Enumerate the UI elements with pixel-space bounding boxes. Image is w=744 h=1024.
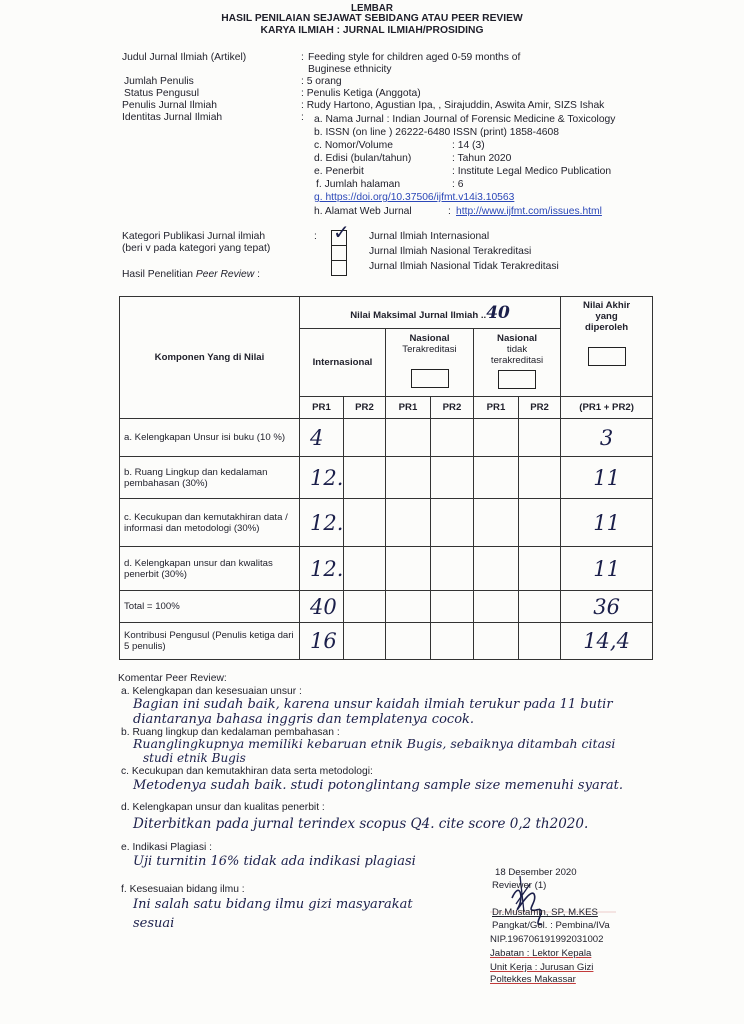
jumlah-label: Jumlah Penulis [124,76,194,87]
row-label: Kontribusi Pengusul (Penulis ketiga dari 5 penulis) [120,623,300,660]
komponen-header: Komponen Yang di Nilai [120,297,300,419]
score-pr1: 12. [310,556,344,581]
internasional-header: Internasional [300,329,386,397]
kategori-colon: : [314,231,317,242]
nilai-maks-header: Nilai Maksimal Jurnal Ilmiah ..40 [300,297,561,329]
komentar-b-text-2: studi etnik Bugis [143,751,246,765]
penulis-value: : Rudy Hartono, Agustian Ipa, , Sirajuddin, Aswita Amir, SIZS Ishak [301,100,605,111]
option-nasional-tidak-terakreditasi: Jurnal Ilmiah Nasional Tidak Terakreditasi [369,261,559,272]
table-row [120,623,653,660]
score-pr1: 12. [310,465,344,490]
sign-instansi: Poltekkes Makassar [490,974,576,985]
table-row [120,419,653,457]
doc-title-sub: KARYA ILMIAH : JURNAL ILMIAH/PROSIDING [260,25,484,36]
nilai-akhir-box[interactable] [588,347,626,366]
nasional-tidak-header: Nasional tidak terakreditasi [474,329,561,397]
journal-name: a. Nama Jurnal : Indian Journal of Forensic Medicine & Toxicology [314,114,616,125]
sign-nip: NIP.196706191992031002 [490,934,604,945]
score-final: 11 [593,510,620,535]
sign-date: 18 Desember 2020 [495,867,577,878]
komentar-b-text-1: Ruanglingkupnya memiliki kebaruan etnik Bugis, sebaiknya ditambah citasi [133,736,616,751]
pr-sum-header: (PR1 + PR2) [561,397,653,419]
komentar-title: Komentar Peer Review: [118,673,227,684]
doi-link[interactable]: g. https://doi.org/10.37506/ijfmt.v14i3.10563 [314,192,515,203]
option-internasional: Jurnal Ilmiah Internasional [369,231,490,242]
komentar-d-label: d. Kelengkapan unsur dan kualitas penerbit : [121,802,325,813]
score-pr1: 4 [310,425,324,450]
judul-colon: : [301,52,304,63]
sign-jabatan: Jabatan : Lektor Kepala [490,948,592,959]
komentar-f-text-2: sesuai [133,916,175,931]
web-label: h. Alamat Web Jurnal [314,206,412,217]
score-final: 36 [593,594,620,619]
score-final: 11 [593,465,620,490]
table-row [120,547,653,591]
pr1-header-tidak: PR1 [474,397,519,419]
komentar-a-text-2: diantaranya bahasa inggris dan templatenya cocok. [133,712,475,727]
journal-penerbit-label: e. Penerbit [314,166,364,177]
journal-halaman-label: f. Jumlah halaman [316,179,401,190]
row-label: c. Kecukupan dan kemutakhiran data / informasi dan metodologi (30%) [120,499,300,547]
pr2-header-akr: PR2 [431,397,474,419]
komentar-e-label: e. Indikasi Plagiasi : [121,842,213,853]
komentar-e-text-1: Uji turnitin 16% tidak ada indikasi plagiasi [133,854,416,869]
judul-value-2: Buginese ethnicity [308,64,392,75]
pr2-header-tidak: PR2 [519,397,561,419]
row-label: d. Kelengkapan unsur dan kwalitas penerbit (30%) [120,547,300,591]
journal-edisi-value: : Tahun 2020 [452,153,512,164]
kategori-hint: (beri v pada kategori yang tepat) [122,243,271,254]
score-final: 3 [599,425,614,450]
evaluation-table [119,296,653,660]
jumlah-value: : 5 orang [301,76,342,87]
row-label: Total = 100% [120,591,300,623]
nasional-akreditasi-box[interactable] [411,369,449,388]
journal-nomor-label: c. Nomor/Volume [314,140,393,151]
komentar-a-text-1: Bagian ini sudah baik, karena unsur kaidah ilmiah terukur pada 11 butir [133,697,613,712]
komentar-f-text-1: Ini salah satu bidang ilmu gizi masyarakat [133,897,413,912]
komentar-a-label: a. Kelengkapan dan kesesuaian unsur : [121,686,302,697]
pr1-header-akr: PR1 [386,397,431,419]
option-nasional-terakreditasi: Jurnal Ilmiah Nasional Terakreditasi [369,246,532,257]
score-pr1: 12. [310,510,344,535]
komentar-c-text-1: Metodenya sudah baik. studi potonglintang sample size memenuhi syarat. [133,778,624,793]
web-link[interactable]: http://www.ijfmt.com/issues.html [456,206,602,217]
nasional-tidak-box[interactable] [498,370,536,389]
sign-unit: Unit Kerja : Jurusan Gizi [490,962,594,973]
komentar-f-label: f. Kesesuaian bidang ilmu : [121,884,245,895]
status-label: Status Pengusul [124,88,199,99]
checkbox-nasional-tidak-terakreditasi[interactable] [331,260,347,276]
judul-value-1: Feeding style for children aged 0-59 months of [308,52,521,63]
table-row [120,591,653,623]
kategori-label: Kategori Publikasi Jurnal ilmiah [122,231,266,242]
check-mark-icon: ✓ [333,220,350,244]
sign-pangkat: Pangkat/Gol. : Pembina/IVa [492,920,610,931]
score-final: 11 [593,556,620,581]
journal-penerbit-value: : Institute Legal Medico Publication [452,166,612,177]
nilai-maks-hand: 40 [486,302,510,323]
pr1-header-int: PR1 [300,397,344,419]
status-value: : Penulis Ketiga (Anggota) [301,88,421,99]
sign-reviewer: Reviewer (1) [492,880,547,891]
hasil-label: Hasil Penelitian Peer Review : [122,269,260,280]
row-label: a. Kelengkapan Unsur isi buku (10 %) [120,419,300,457]
journal-halaman-value: : 6 [452,179,464,190]
identitas-colon: : [301,112,304,123]
judul-label: Judul Jurnal Ilmiah (Artikel) [122,52,247,63]
journal-edisi-label: d. Edisi (bulan/tahun) [314,153,412,164]
web-colon: : [448,206,451,217]
komentar-d-text-1: Diterbitkan pada jurnal terindex scopus Q4. cite score 0,2 th2020. [133,816,589,832]
score-pr1: 16 [310,629,337,653]
journal-nomor-value: : 14 (3) [452,140,485,151]
row-label: b. Ruang Lingkup dan kedalaman pembahasan (30%) [120,457,300,499]
identitas-label: Identitas Jurnal Ilmiah [122,112,223,123]
score-final: 14,4 [583,629,630,653]
score-pr1: 40 [310,594,337,619]
nasional-akreditasi-header: Nasional Terakreditasi [386,329,474,397]
penulis-label: Penulis Jurnal Ilmiah [122,100,218,111]
doc-title-main: HASIL PENILAIAN SEJAWAT SEBIDANG ATAU PEER REVIEW [221,13,523,24]
komentar-c-label: c. Kecukupan dan kemutakhiran data serta metodologi: [121,766,373,777]
table-row [120,457,653,499]
pr2-header-int: PR2 [344,397,386,419]
sign-name: Dr.Mustamin, SP, M.KES [492,907,598,918]
journal-issn: b. ISSN (on line ) 26222-6480 ISSN (print) 1858-4608 [314,127,559,138]
checkbox-nasional-terakreditasi[interactable] [331,245,347,261]
komentar-b-label: b. Ruang lingkup dan kedalaman pembahasan : [121,727,340,738]
nilai-akhir-header: Nilai Akhir yang diperoleh [561,297,653,397]
doc-title-lembar: LEMBAR [351,3,393,14]
table-row [120,499,653,547]
